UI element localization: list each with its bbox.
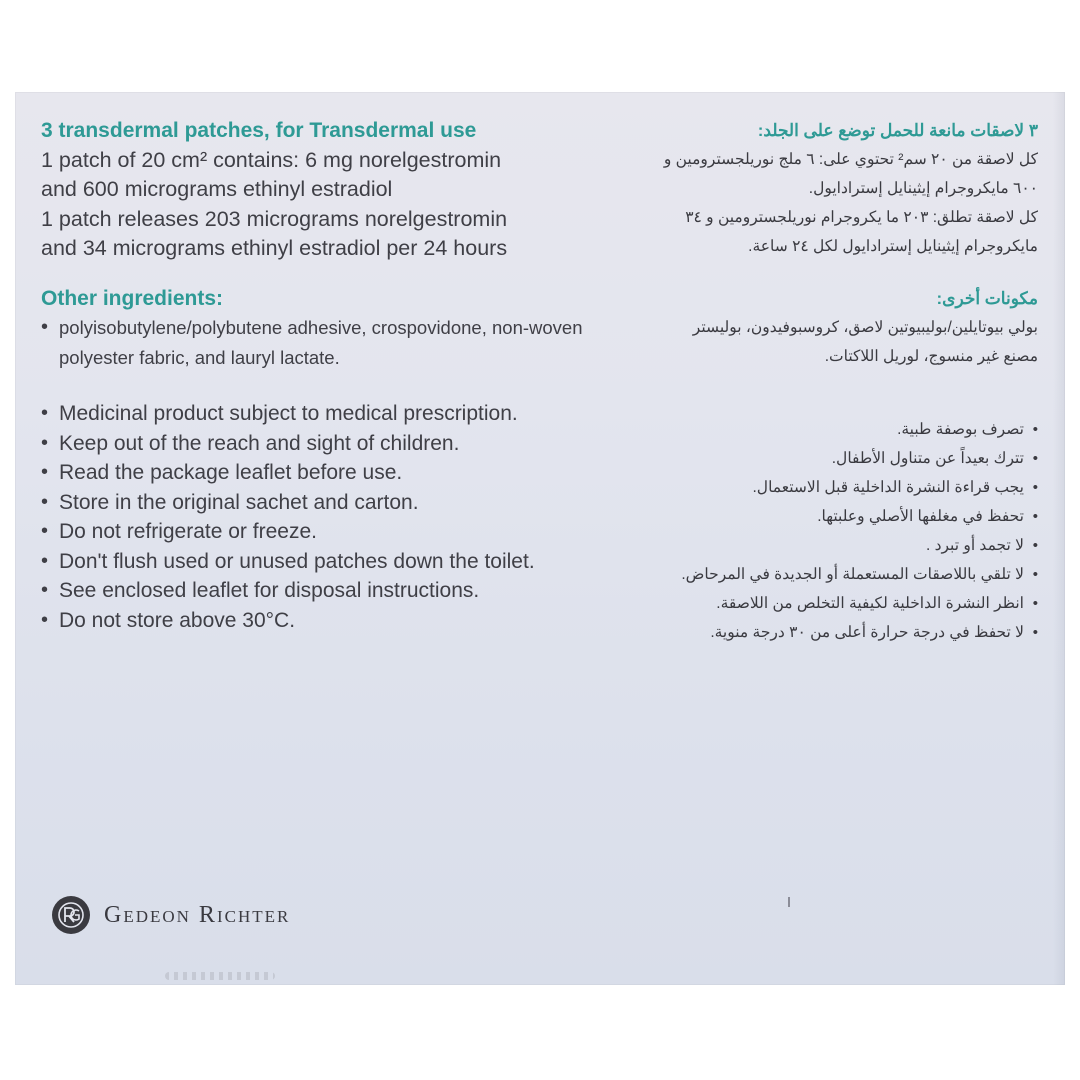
brand-logo [52,896,290,934]
list-item: • Do not refrigerate or freeze. [41,517,586,547]
list-item: • See enclosed leaflet for disposal instructions. [41,576,586,606]
list-item: • لا تجمد أو تبرد . [583,531,1038,560]
list-item: • Medicinal product subject to medical prescription. [41,399,586,429]
list-item: • polyisobutylene/polybutene adhesive, crospovidone, non-woven polyester fabric, and lauryl lactate. [41,313,586,372]
list-item: • Read the package leaflet before use. [41,458,586,488]
carton-edge [1053,92,1065,985]
arabic-column [583,116,1038,647]
list-item: • Keep out of the reach and sight of children. [41,429,586,459]
english-warnings-list [41,399,586,635]
english-other-ingredients-heading: Other ingredients: [41,286,224,310]
english-composition-line: 1 patch of 20 cm² contains: 6 mg norelgestromin [41,147,502,172]
english-column [41,116,586,635]
english-composition-line: and 34 micrograms ethinyl estradiol per 24 hours [41,236,508,260]
arabic-other-ingredients-heading: مكونات أخرى: [936,289,1038,308]
english-composition-line: and 600 micrograms ethinyl estradiol [41,177,393,201]
arabic-heading: ٣ لاصقات مانعة للحمل توضع على الجلد: [757,121,1038,140]
arabic-composition-line: ٦٠٠ مايكروجرام إيثينايل إسترادايول. [808,180,1038,197]
list-item: • تترك بعيداً عن متناول الأطفال. [583,444,1038,473]
list-item: • يجب قراءة النشرة الداخلية قبل الاستعمال. [583,473,1038,502]
list-item: • انظر النشرة الداخلية لكيفية التخلص من اللاصقة. [583,589,1038,618]
english-heading: 3 transdermal patches, for Transdermal use [41,119,477,142]
english-composition-line: 1 patch releases 203 micrograms norelgestromin [41,206,508,231]
rg-monogram-icon [52,896,90,934]
arabic-composition-line: مايكروجرام إيثينايل إسترادايول لكل ٢٤ ساعة. [748,238,1038,255]
print-smudge [165,972,275,980]
list-item: • لا تحفظ في درجة حرارة أعلى من ٣٠ درجة منوية. [583,618,1038,647]
arabic-ingredients-line: مصنع غير منسوج، لوريل اللاكتات. [824,348,1038,365]
arabic-composition-line: كل لاصقة من ٢٠ سم² تحتوي على: ٦ ملج نوريلجسترومين و [663,151,1038,168]
arabic-warnings-list [583,415,1038,647]
list-item: • Don't flush used or unused patches down the toilet. [41,547,586,577]
print-mark [788,897,790,907]
arabic-ingredients-line: بولي بيوتايلين/بوليبيوتين لاصق، كروسبوفيدون، بوليستر [692,319,1038,336]
arabic-composition-line: كل لاصقة تطلق: ٢٠٣ ما يكروجرام نوريلجسترومين و ٣٤ [685,209,1038,226]
list-item: • لا تلقي باللاصقات المستعملة أو الجديدة في المرحاض. [583,560,1038,589]
list-item: • تصرف بوصفة طبية. [583,415,1038,444]
carton-panel [15,92,1065,985]
english-ingredients-list [41,313,586,372]
list-item: • تحفظ في مغلفها الأصلي وعلبتها. [583,502,1038,531]
list-item: • Do not store above 30°C. [41,606,586,636]
list-item: • Store in the original sachet and carton. [41,488,586,518]
brand-name: Gedeon Richter [104,901,291,928]
